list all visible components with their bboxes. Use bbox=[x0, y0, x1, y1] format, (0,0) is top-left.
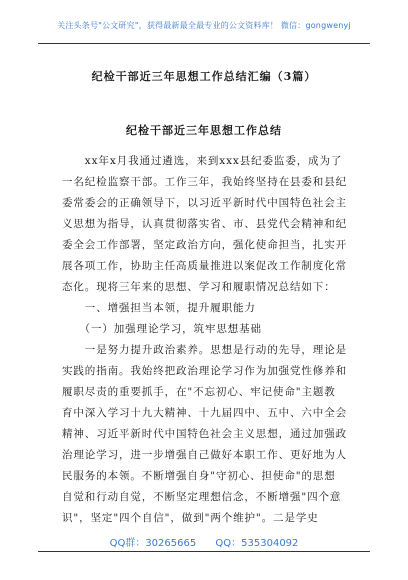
body-line: 识"，坚定"四个自信"，做到"两个维护"。二是学史 bbox=[62, 512, 319, 524]
footer-qq: QQ：535304092 bbox=[215, 538, 299, 549]
document-title: 纪检干部近三年思想工作总结汇编（3篇） bbox=[91, 70, 317, 83]
section-title: 纪检干部近三年思想工作总结 bbox=[126, 124, 282, 137]
footer-qq-group: QQ群：30265665 bbox=[109, 538, 197, 549]
body-line: 育中深入学习十九大精神、十九届四中、五中、六中全会 bbox=[62, 407, 347, 419]
body-line: 展各项工作，协助主任高质量推进以案促改工作制度化常 bbox=[62, 260, 347, 272]
page-header: 关注头条号"公文研究"，获得最新最全最专业的公文资料库！ 微信：gongwenyj bbox=[57, 21, 351, 30]
body-line: 态化。现将三年来的思想、学习和履职情况总结如下： bbox=[62, 281, 336, 293]
body-line: 委全会工作部署，坚定政治方向，强化使命担当，扎实开 bbox=[62, 239, 347, 251]
body-line: 精神、习近平新时代中国特色社会主义思想，通过加强政 bbox=[62, 428, 347, 440]
body-line: （一）加强理论学习，筑牢思想基础 bbox=[62, 323, 262, 335]
body-line: 自觉和行动自觉，不断坚定理想信念，不断增强"四个意 bbox=[62, 491, 342, 503]
body-line: 实践的指南。我始终把政治理论学习作为加强党性修养和 bbox=[62, 365, 347, 377]
body-line: 民服务的本领。不断增强自身"守初心、担使命"的思想 bbox=[62, 470, 336, 482]
body-line: xx年x月我通过遴选，来到xxx县纪委监委，成为了 bbox=[62, 155, 343, 167]
body-line: 治理论学习，进一步增强自己做好本职工作、更好地为人 bbox=[62, 449, 347, 461]
document-body bbox=[62, 151, 362, 529]
body-line: 一是努力提升政治素养。思想是行动的先导，理论是 bbox=[62, 344, 347, 356]
page-footer bbox=[0, 534, 408, 549]
header-divider bbox=[38, 43, 370, 44]
body-line: 履职尽责的重要抓手，在"不忘初心、牢记使命"主题教 bbox=[62, 386, 336, 398]
body-line: 一、增强担当本领，提升履职能力 bbox=[62, 302, 256, 314]
body-line: 义思想为指导，认真贯彻落实省、市、县党代会精神和纪 bbox=[62, 218, 347, 230]
footer-divider bbox=[38, 551, 370, 552]
body-line: 委常委会的正确领导下，以习近平新时代中国特色社会主 bbox=[62, 197, 347, 209]
body-line: 一名纪检监察干部。工作三年，我始终坚持在县委和县纪 bbox=[62, 176, 347, 188]
